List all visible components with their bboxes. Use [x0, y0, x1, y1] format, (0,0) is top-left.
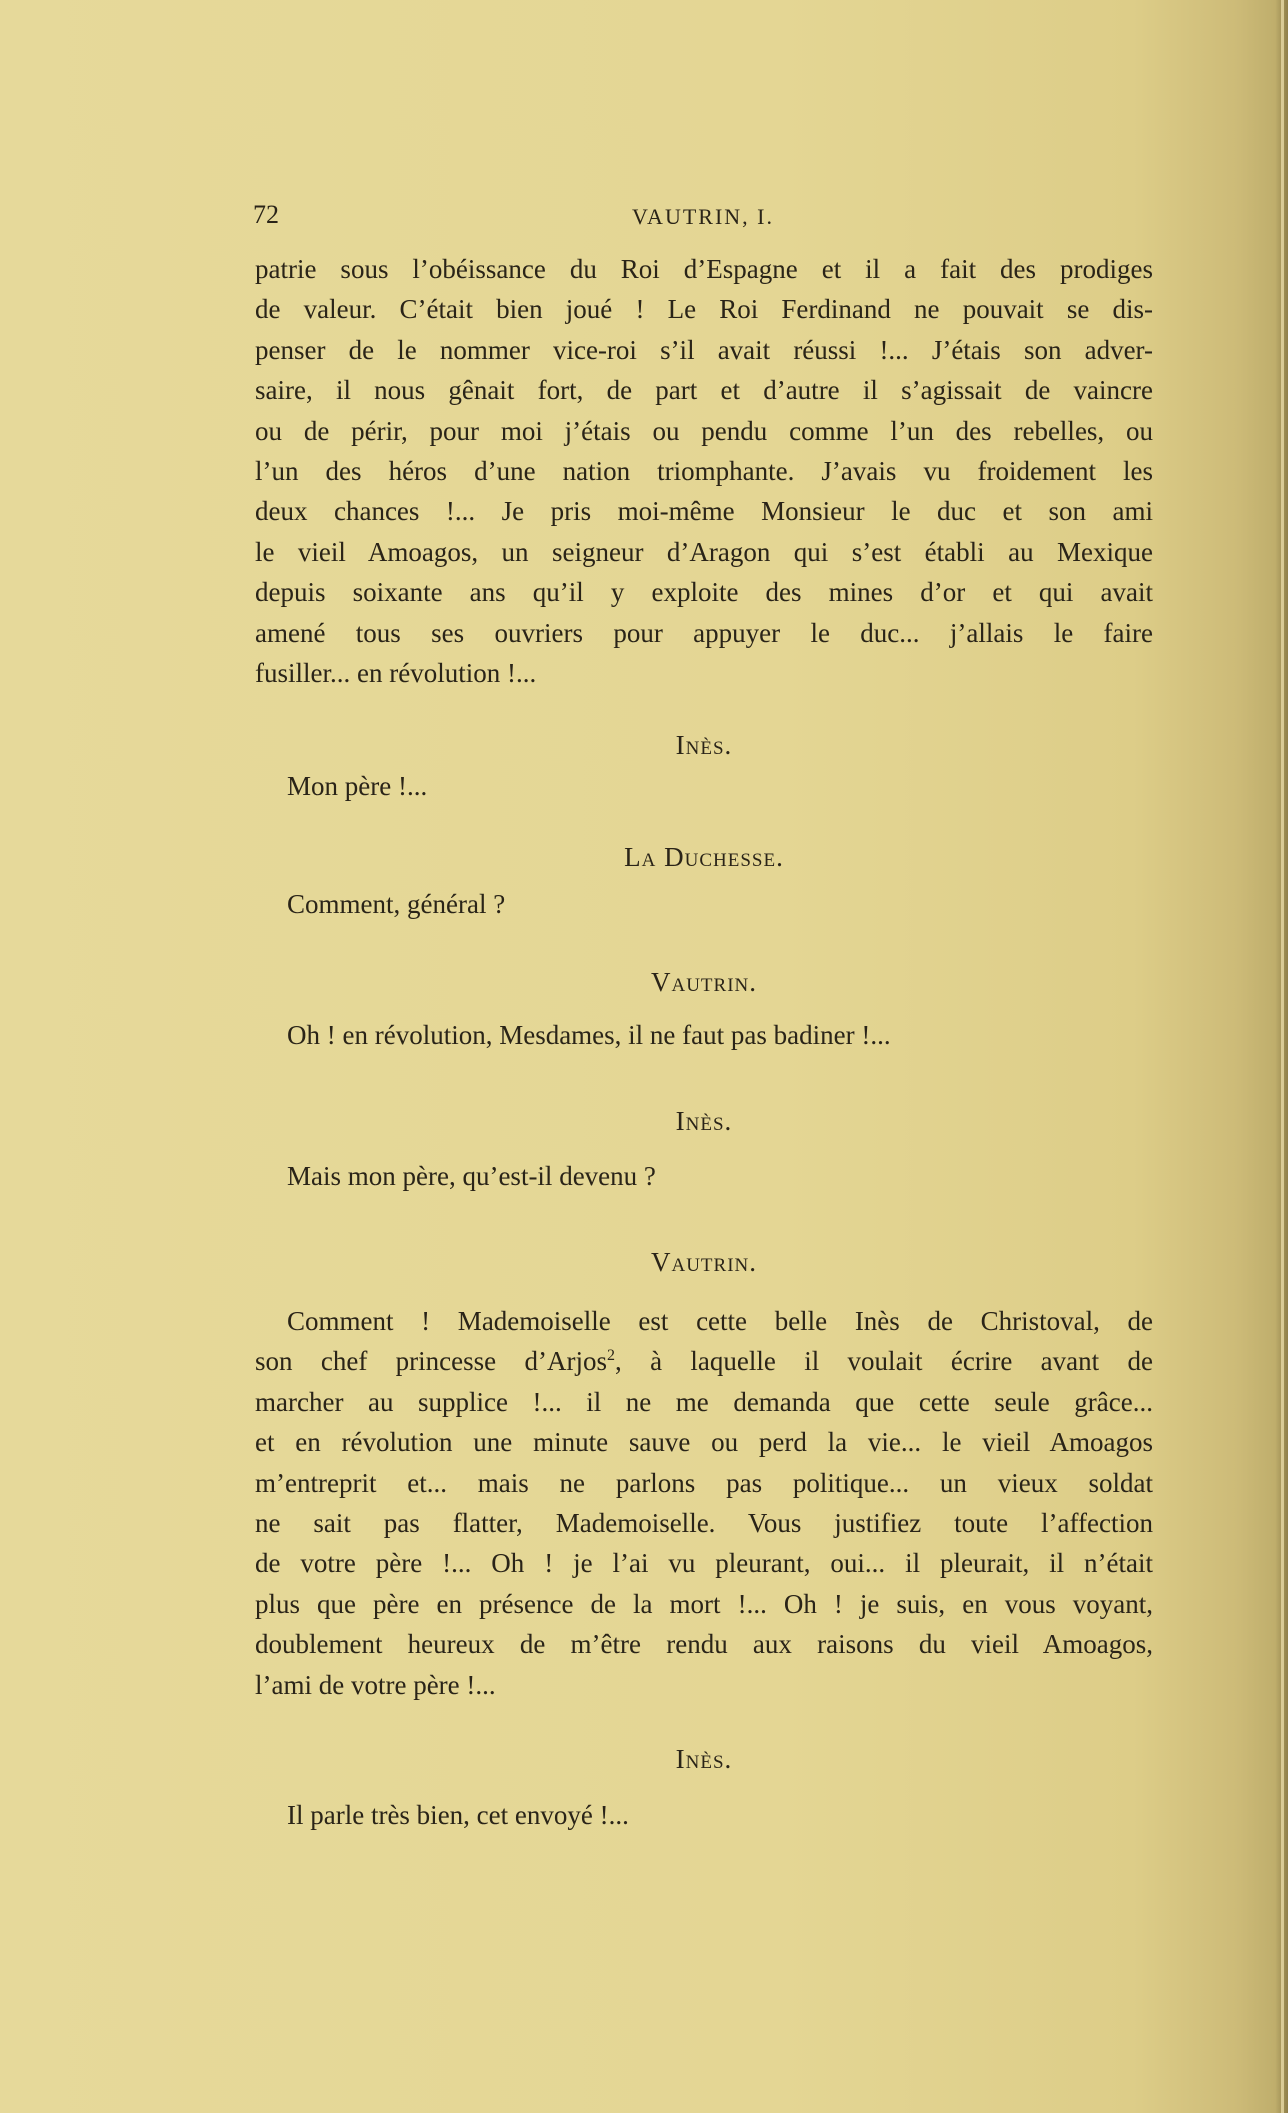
text-line [255, 1341, 1153, 1381]
running-header [253, 200, 1153, 234]
text-line: doublement heureux de m’être rendu aux raisons du vieil Amoagos, [255, 1629, 1153, 1660]
text-line: fusiller... en révolution !... [255, 657, 537, 688]
text-fragment: , à laquelle il voulait écrire avant de [614, 1346, 1153, 1377]
footnote-marker[interactable]: 2 [606, 1347, 615, 1365]
speech-line: Mais mon père, qu’est-il devenu ? [287, 1161, 656, 1191]
text-line: le vieil Amoagos, un seigneur d’Aragon qui s’est établi au Mexique [255, 536, 1153, 567]
text-line: plus que père en présence de la mort !... Oh ! je suis, en vous voyant, [255, 1588, 1153, 1619]
text-line: amené tous ses ouvriers pour appuyer le duc... j’allais le faire [255, 617, 1153, 648]
text-line: saire, il nous gênait fort, de part et d’autre il s’agissait de vaincre [255, 375, 1153, 406]
paragraph-vautrin-1 [255, 249, 1153, 693]
text-line: deux chances !... Je pris moi-même Monsieur le duc et son ami [255, 496, 1153, 527]
text-line: ou de périr, pour moi j’étais ou pendu comme l’un des rebelles, ou [255, 415, 1153, 446]
text-fragment: son chef princesse d’Arjos [255, 1346, 607, 1377]
text-line: ne sait pas flatter, Mademoiselle. Vous justifiez toute l’affection [255, 1507, 1153, 1538]
page-number: 72 [253, 200, 279, 229]
text-line: l’ami de votre père !... [255, 1669, 496, 1700]
speech-line: Il parle très bien, cet envoyé !... [287, 1800, 629, 1830]
page-edge [1281, 0, 1284, 2113]
text-line: marcher au supplice !... il ne me demanda que cette seule grâce... [255, 1386, 1153, 1417]
text-line: de votre père !... Oh ! je l’ai vu pleurant, oui... il pleurait, il n’était [255, 1548, 1153, 1579]
speech-line: Mon père !... [287, 771, 428, 801]
text-line: penser de le nommer vice-roi s’il avait réussi !... J’étais son adver- [255, 334, 1153, 365]
text-line: depuis soixante ans qu’il y exploite des mines d’or et qui avait [255, 577, 1153, 608]
speaker-name: Inès. [675, 1744, 733, 1774]
speaker-name: Inès. [675, 1106, 733, 1136]
speaker-name: Vautrin. [650, 967, 758, 997]
text-line: m’entreprit et... mais ne parlons pas politique... un vieux soldat [255, 1467, 1153, 1498]
paragraph-vautrin-2 [255, 1301, 1153, 1705]
speaker-name: Inès. [675, 730, 733, 760]
speech-line: Oh ! en révolution, Mesdames, il ne faut pas badiner !... [287, 1020, 891, 1050]
speech-line: Comment, général ? [287, 889, 506, 919]
speaker-name: Vautrin. [650, 1247, 758, 1277]
running-title: VAUTRIN, I. [632, 204, 774, 229]
text-line: patrie sous l’obéissance du Roi d’Espagne et il a fait des prodiges [255, 254, 1153, 284]
text-line: l’un des héros d’une nation triomphante. J’avais vu froidement les [255, 455, 1153, 486]
speaker-name: La Duchesse. [624, 842, 784, 872]
text-line: de valeur. C’était bien joué ! Le Roi Ferdinand ne pouvait se dis- [255, 294, 1153, 325]
text-line: et en révolution une minute sauve ou perd la vie... le vieil Amoagos [255, 1427, 1153, 1458]
text-line: Comment ! Mademoiselle est cette belle Inès de Christoval, de [287, 1306, 1153, 1336]
